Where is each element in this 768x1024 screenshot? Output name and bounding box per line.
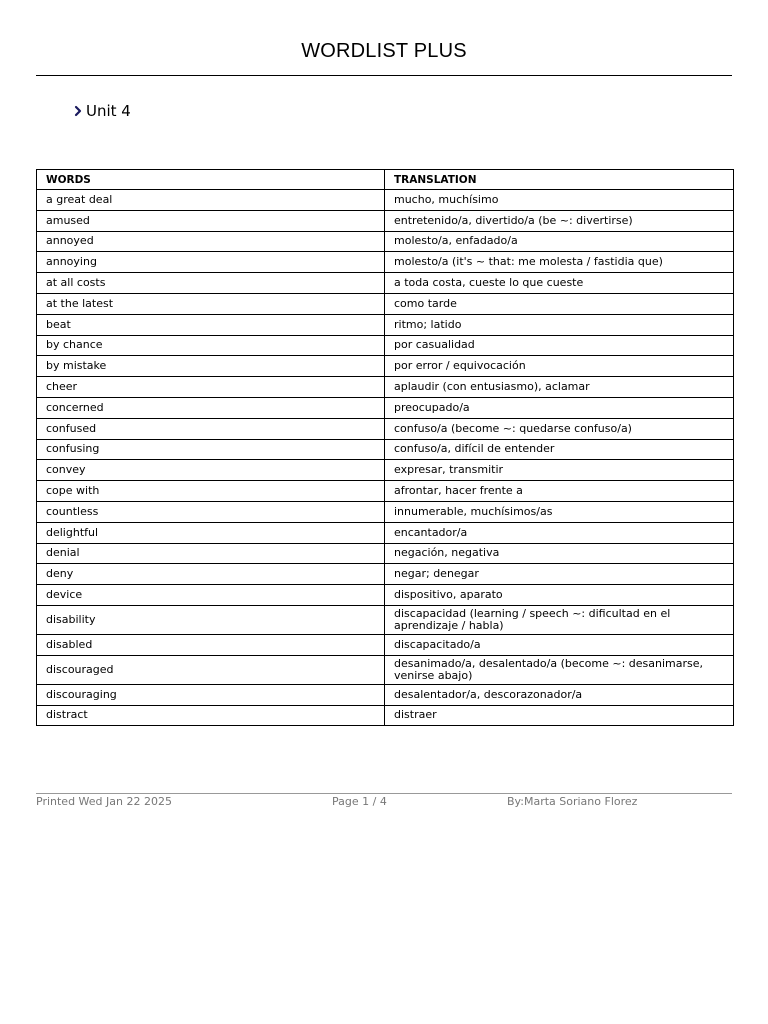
- word-cell: cope with: [37, 481, 385, 502]
- translation-cell: desalentador/a, descorazonador/a: [385, 684, 734, 705]
- word-cell: disability: [37, 605, 385, 634]
- column-header-words: WORDS: [37, 170, 385, 190]
- page-title: WORDLIST PLUS: [301, 40, 467, 62]
- word-cell: cheer: [37, 377, 385, 398]
- table-row: [37, 460, 734, 481]
- unit-heading: [74, 101, 131, 121]
- table-row: [37, 252, 734, 273]
- footer-divider: [36, 793, 732, 794]
- translation-cell: como tarde: [385, 293, 734, 314]
- word-cell: amused: [37, 210, 385, 231]
- translation-cell: expresar, transmitir: [385, 460, 734, 481]
- translation-cell: confuso/a, difícil de entender: [385, 439, 734, 460]
- word-cell: at all costs: [37, 273, 385, 294]
- word-cell: beat: [37, 314, 385, 335]
- translation-cell: dispositivo, aparato: [385, 585, 734, 606]
- translation-cell: confuso/a (become ~: quedarse confuso/a): [385, 418, 734, 439]
- table-row: [37, 481, 734, 502]
- table-row: [37, 634, 734, 655]
- table-row: [37, 543, 734, 564]
- word-cell: a great deal: [37, 190, 385, 211]
- word-cell: concerned: [37, 397, 385, 418]
- word-cell: discouraged: [37, 655, 385, 684]
- word-cell: discouraging: [37, 684, 385, 705]
- title-divider: [36, 75, 732, 76]
- table-row: [37, 564, 734, 585]
- table-row: [37, 273, 734, 294]
- table-row: [37, 705, 734, 726]
- table-row: [37, 501, 734, 522]
- word-cell: by mistake: [37, 356, 385, 377]
- table-row: [37, 314, 734, 335]
- table-row: [37, 522, 734, 543]
- table-row: [37, 684, 734, 705]
- translation-cell: aplaudir (con entusiasmo), aclamar: [385, 377, 734, 398]
- table-row: [37, 293, 734, 314]
- word-cell: at the latest: [37, 293, 385, 314]
- table-header-row: [37, 170, 734, 190]
- translation-cell: discapacidad (learning / speech ~: dificultad en el aprendizaje / habla): [385, 605, 734, 634]
- table-row: [37, 397, 734, 418]
- word-cell: distract: [37, 705, 385, 726]
- translation-cell: desanimado/a, desalentado/a (become ~: desanimarse, venirse abajo): [385, 655, 734, 684]
- word-cell: denial: [37, 543, 385, 564]
- translation-cell: negar; denegar: [385, 564, 734, 585]
- printed-date: Printed Wed Jan 22 2025: [36, 795, 172, 808]
- translation-cell: discapacitado/a: [385, 634, 734, 655]
- wordlist-table: [36, 169, 734, 726]
- translation-cell: encantador/a: [385, 522, 734, 543]
- page-number: Page 1 / 4: [332, 795, 387, 808]
- translation-cell: ritmo; latido: [385, 314, 734, 335]
- word-cell: device: [37, 585, 385, 606]
- table-row: [37, 605, 734, 634]
- translation-cell: por error / equivocación: [385, 356, 734, 377]
- table-row: [37, 377, 734, 398]
- word-cell: confusing: [37, 439, 385, 460]
- chevron-right-icon: [74, 104, 83, 118]
- word-cell: confused: [37, 418, 385, 439]
- word-cell: countless: [37, 501, 385, 522]
- translation-cell: negación, negativa: [385, 543, 734, 564]
- translation-cell: preocupado/a: [385, 397, 734, 418]
- author: By:Marta Soriano Florez: [507, 795, 638, 808]
- translation-cell: innumerable, muchísimos/as: [385, 501, 734, 522]
- word-cell: deny: [37, 564, 385, 585]
- table-row: [37, 356, 734, 377]
- translation-cell: afrontar, hacer frente a: [385, 481, 734, 502]
- table-row: [37, 231, 734, 252]
- translation-cell: distraer: [385, 705, 734, 726]
- translation-cell: a toda costa, cueste lo que cueste: [385, 273, 734, 294]
- translation-cell: mucho, muchísimo: [385, 190, 734, 211]
- table-row: [37, 585, 734, 606]
- table-row: [37, 418, 734, 439]
- translation-cell: molesto/a (it's ~ that: me molesta / fastidia que): [385, 252, 734, 273]
- table-row: [37, 335, 734, 356]
- word-cell: disabled: [37, 634, 385, 655]
- unit-label: Unit 4: [86, 102, 131, 120]
- translation-cell: por casualidad: [385, 335, 734, 356]
- word-cell: by chance: [37, 335, 385, 356]
- word-cell: annoying: [37, 252, 385, 273]
- table-row: [37, 439, 734, 460]
- table-row: [37, 210, 734, 231]
- word-cell: annoyed: [37, 231, 385, 252]
- translation-cell: molesto/a, enfadado/a: [385, 231, 734, 252]
- word-cell: delightful: [37, 522, 385, 543]
- table-row: [37, 655, 734, 684]
- translation-cell: entretenido/a, divertido/a (be ~: divertirse): [385, 210, 734, 231]
- word-cell: convey: [37, 460, 385, 481]
- table-row: [37, 190, 734, 211]
- column-header-translation: TRANSLATION: [385, 170, 734, 190]
